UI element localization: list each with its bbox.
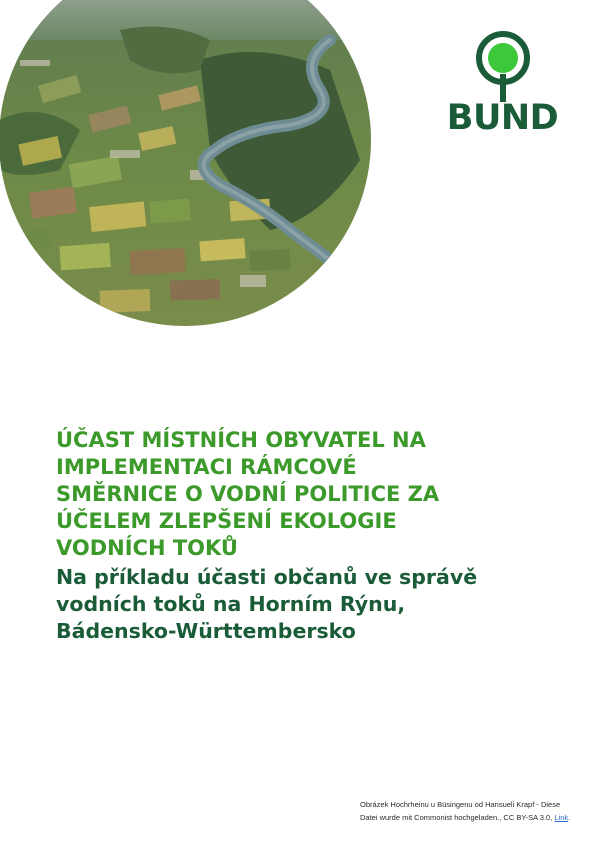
page-subtitle: Na příkladu účasti občanů ve správě vodních toků na Horním Rýnu, Bádensko-Württembersko [56, 565, 478, 643]
title-block [56, 427, 576, 645]
image-credit: Obrázek Hochrheinu u Büsingenu od Hansueli Krapf - Diese Datei wurde mit Commonist hochgeladen., CC BY-SA 3.0, Link. [360, 800, 571, 822]
cover-photo [0, 0, 380, 330]
credit-link[interactable]: Link [554, 813, 569, 822]
bund-logo [440, 30, 565, 140]
logo-wordmark: BUND [446, 98, 559, 138]
credit-text: Obrázek Hochrheinu u Büsingenu od Hansueli Krapf - Diese Datei wurde mit Commonist hochgeladen., CC BY-SA 3.0, [360, 800, 561, 822]
page-title: ÚČAST MÍSTNÍCH OBYVATEL NA IMPLEMENTACI RÁMCOVÉ SMĚRNICE O VODNÍ POLITICE ZA ÚČELEM ZLEPŠENÍ EKOLOGIE VODNÍCH TOKŮ [56, 428, 440, 560]
bund-logo-icon [473, 30, 533, 102]
